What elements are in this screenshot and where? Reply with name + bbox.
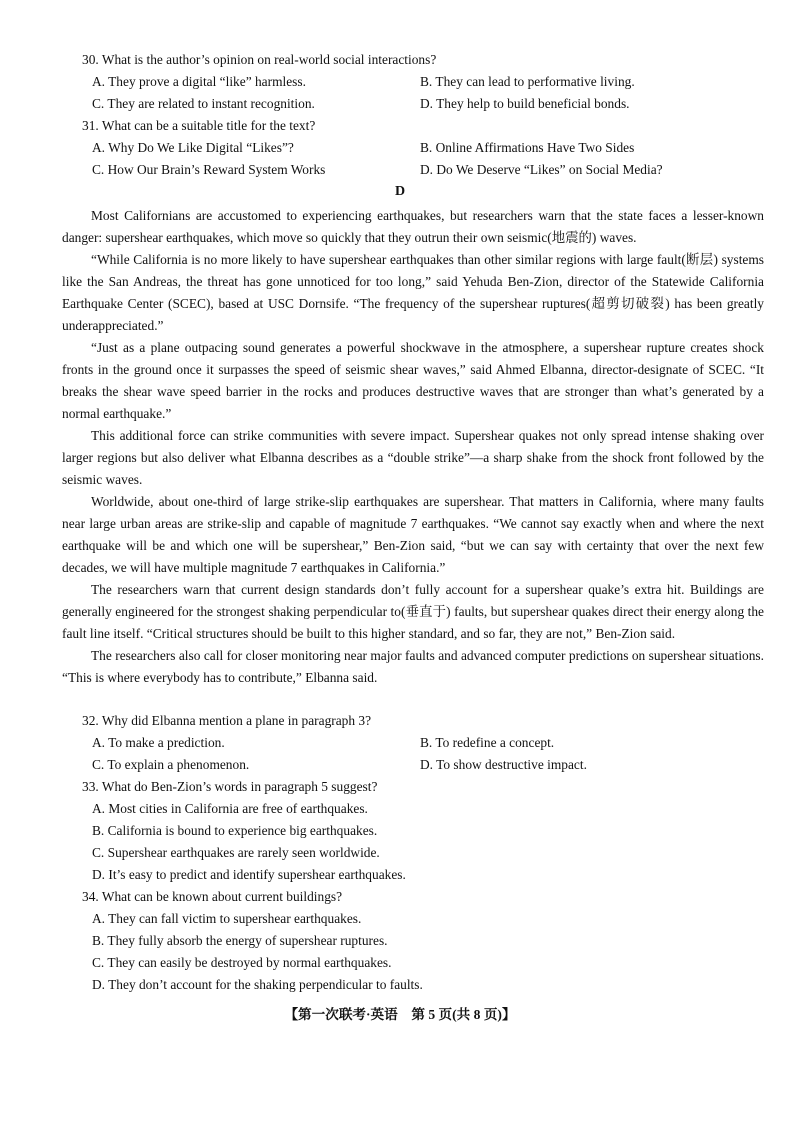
question-31-stem: 31. What can be a suitable title for the text? (82, 118, 316, 133)
page-footer: 【第一次联考·英语 第 5 页(共 8 页)】 (284, 1007, 516, 1022)
question-34-stem: 34. What can be known about current buildings? (82, 889, 343, 904)
question-30-option-a: A. They prove a digital “like” harmless. (92, 74, 306, 89)
question-31-option-c: C. How Our Brain’s Reward System Works (92, 162, 326, 177)
passage-paragraph-2: “While California is no more likely to have supershear earthquakes than other similar regions with large fault(断层) systems like the San Andreas, the threat has gone unnoticed for too long,” said Yehuda Ben-Zion, director of the Statewide California Earthquake Center (SCEC), based at USC Dornsife. “The frequency of the supershear ruptures(超剪切破裂) has been greatly underappreciated.” (62, 252, 764, 333)
question-30-option-b: B. They can lead to performative living. (420, 74, 635, 89)
passage-paragraph-5: Worldwide, about one-third of large strike-slip earthquakes are supershear. That matters in California, where many faults near large urban areas are strike-slip and capable of magnitude 7 earthquakes. “We cannot say exactly when and where the next earthquake will be and which one will be supershear,” Ben-Zion said, “but we can say with certainty that over the next few decades, we will have multiple magnitude 7 earthquakes in California.” (62, 494, 764, 575)
question-32-option-b: B. To redefine a concept. (420, 735, 555, 750)
question-32-option-c: C. To explain a phenomenon. (92, 757, 250, 772)
reading-passage (62, 205, 764, 689)
question-34-option-d: D. They don’t account for the shaking perpendicular to faults. (92, 977, 423, 992)
passage-paragraph-1: Most Californians are accustomed to experiencing earthquakes, but researchers warn that the state faces a lesser-known danger: supershear earthquakes, which move so quickly that they outrun their own seismic(地震的) waves. (62, 208, 764, 245)
question-34-option-a: A. They can fall victim to supershear earthquakes. (92, 911, 362, 926)
question-30-option-c: C. They are related to instant recognition. (92, 96, 315, 111)
question-30-option-d: D. They help to build beneficial bonds. (420, 96, 630, 111)
question-32-stem: 32. Why did Elbanna mention a plane in paragraph 3? (82, 713, 372, 728)
passage-paragraph-6: The researchers warn that current design standards don’t fully account for a supershear quake’s extra hit. Buildings are generally engineered for the strongest shaking perpendicular to(垂直于) faults, but supershear quakes direct their energy along the fault line itself. “Critical structures should be built to this higher standard, and so far, they are not,” Ben-Zion said. (62, 582, 764, 641)
question-33-option-b: B. California is bound to experience big earthquakes. (92, 823, 378, 838)
question-30-stem: 30. What is the author’s opinion on real-world social interactions? (82, 52, 437, 67)
question-33-option-a: A. Most cities in California are free of earthquakes. (92, 801, 368, 816)
passage-paragraph-4: This additional force can strike communities with severe impact. Supershear quakes not only spread intense shaking over larger regions but also deliver what Elbanna describes as a “double strike”—a sharp shake from the shock front followed by the seismic waves. (62, 428, 764, 487)
question-31-option-a: A. Why Do We Like Digital “Likes”? (92, 140, 294, 155)
passage-paragraph-7: The researchers also call for closer monitoring near major faults and advanced computer predictions on supershear situations. “This is where everybody has to contribute,” Elbanna said. (62, 648, 764, 685)
question-32-option-d: D. To show destructive impact. (420, 757, 587, 772)
question-34-option-c: C. They can easily be destroyed by normal earthquakes. (92, 955, 392, 970)
section-heading: D (394, 184, 406, 199)
question-33-option-c: C. Supershear earthquakes are rarely seen worldwide. (92, 845, 380, 860)
question-31-option-d: D. Do We Deserve “Likes” on Social Media? (420, 162, 663, 177)
question-33-stem: 33. What do Ben-Zion’s words in paragraph 5 suggest? (82, 779, 378, 794)
question-31-option-b: B. Online Affirmations Have Two Sides (420, 140, 635, 155)
question-34-option-b: B. They fully absorb the energy of supershear ruptures. (92, 933, 388, 948)
passage-paragraph-3: “Just as a plane outpacing sound generates a powerful shockwave in the atmosphere, a supershear rupture creates shock fronts in the ground once it surpasses the speed of seismic shear waves,” said Ahmed Elbanna, director-designate of SCEC. “It breaks the shear wave speed barrier in the rocks and produces destructive waves that are stronger than what’s generated by a normal earthquake.” (62, 340, 764, 421)
question-32-option-a: A. To make a prediction. (92, 735, 225, 750)
question-33-option-d: D. It’s easy to predict and identify supershear earthquakes. (92, 867, 406, 882)
